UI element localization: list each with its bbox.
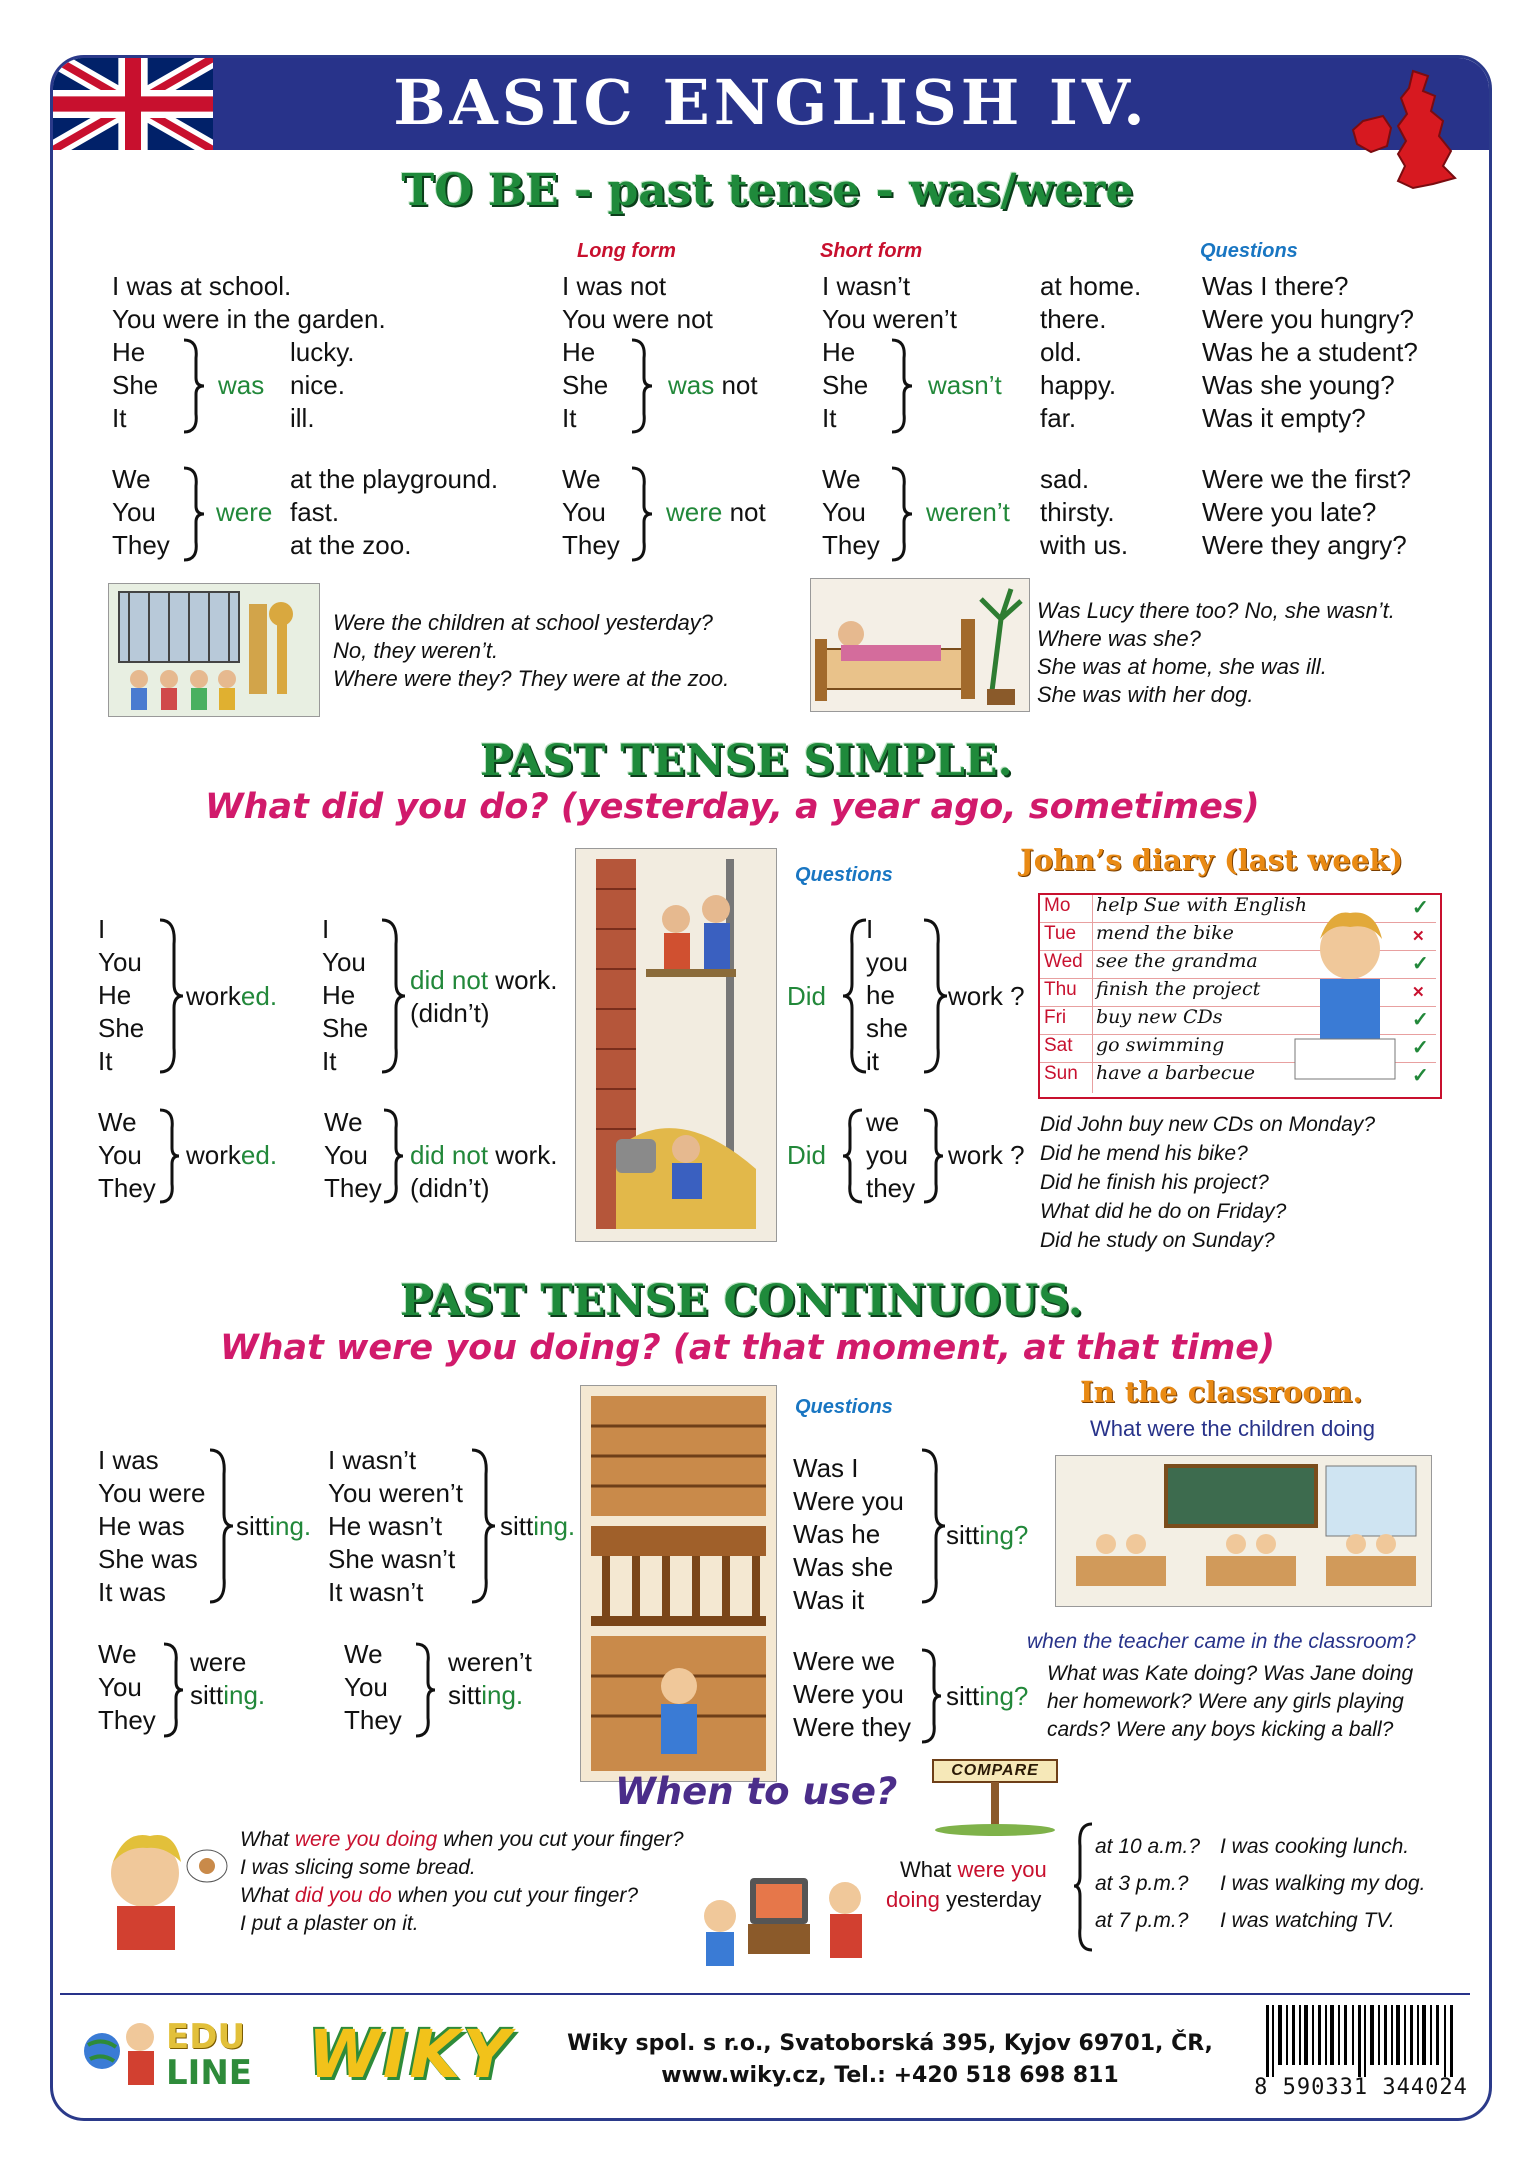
brace-icon — [918, 1448, 948, 1604]
eduline-logo-line: LINE — [166, 2053, 252, 2093]
tobe-short-pronouns: He She It — [822, 337, 869, 433]
brace-icon — [206, 1448, 236, 1604]
did-question-word: Did — [787, 981, 827, 1011]
diary-row: Sat go swimming ✓ — [1040, 1035, 1436, 1063]
sitting-question: sitting? — [946, 1520, 1029, 1550]
classroom-text: What was Kate doing? Was Jane doing her homework? Were any girls playing cards? Were any boys kicking a ball? — [1047, 1662, 1414, 1741]
classroom-illustration — [1055, 1455, 1432, 1607]
werent-sitting-text: sitting. — [448, 1680, 524, 1710]
lucy-story: Was Lucy there too? No, she wasn’t. Where was she? She was at home, she was ill. She was with her dog. — [1037, 598, 1395, 707]
worked-text: worked. — [186, 981, 278, 1011]
footer-divider — [60, 1993, 1470, 1995]
when-mid-2: doing yesterday — [886, 1887, 1042, 1912]
did-question-pronouns-plural: we you they — [866, 1107, 916, 1203]
brace-icon — [156, 1108, 182, 1204]
brace-icon — [180, 466, 208, 562]
when-line-2: I was slicing some bread. — [240, 1856, 476, 1879]
diary-row: Wed see the grandma ✓ — [1040, 951, 1436, 979]
title-bar — [53, 58, 1489, 150]
diary-title: John’s diary (last week) — [1020, 843, 1404, 877]
simple-neg-pronouns-plural: We You They — [324, 1107, 382, 1203]
tobe-questions: Was I there? Were you hungry? Was he a student? Was she young? Was it empty? — [1202, 271, 1418, 433]
didnt-text: (didn’t) — [410, 998, 490, 1028]
brace-icon — [380, 1108, 406, 1204]
tobe-long-pronouns-plural: We You They — [562, 464, 620, 560]
footer-address-1: Wiky spol. s r.o., Svatoborská 395, Kyjov 69701, ČR, — [567, 2031, 1213, 2056]
zoo-story: Were the children at school yesterday? No, they weren’t. Where were they? They were at the zoo. — [333, 610, 730, 691]
sitting-text-negative: sitting. — [500, 1511, 576, 1541]
diary-divider — [1092, 895, 1093, 1093]
when-heading: When to use? — [615, 1770, 898, 1813]
tobe-questions-plural: Were we the first? Were you late? Were they angry? — [1202, 464, 1412, 560]
brace-icon — [628, 466, 656, 562]
brace-icon — [160, 1642, 186, 1738]
didnt-text-plural: (didn’t) — [410, 1173, 490, 1203]
wasnt-verb: wasn’t — [928, 370, 1002, 400]
eduline-logo-edu: EDU — [166, 2017, 246, 2057]
did-question-word-plural: Did — [787, 1140, 827, 1170]
brace-left-icon — [840, 1108, 866, 1204]
did-not-work-text: did not work. — [410, 965, 558, 995]
eduline-boy-globe-illustration — [78, 2015, 168, 2095]
tobe-heading: TO BE - past tense - was/were — [401, 165, 1134, 216]
brace-icon — [378, 918, 408, 1074]
sitting-question-plural: sitting? — [946, 1681, 1029, 1711]
diary-row: Tue mend the bike ✕ — [1040, 923, 1436, 951]
questions-label-simple: Questions — [795, 864, 893, 886]
brace-icon — [468, 1448, 498, 1604]
tobe-adjectives: lucky. nice. ill. — [290, 337, 355, 433]
compare-label: COMPARE — [951, 1762, 1039, 1779]
simple-subheading: What did you do? (yesterday, a year ago, sometimes) — [205, 787, 1260, 827]
brace-icon — [920, 918, 950, 1074]
work-question: work ? — [948, 981, 1025, 1011]
when-line-1: What were you doing when you cut your finger? — [240, 1828, 684, 1851]
work-question-plural: work ? — [948, 1140, 1025, 1170]
classroom-title: In the classroom. — [1080, 1375, 1363, 1409]
continuous-neg-pronouns-plural: We You They — [344, 1639, 402, 1735]
wiky-logo: WIKY — [308, 2016, 513, 2093]
diary-row: Mo help Sue with English ✓ — [1040, 895, 1436, 923]
diary-questions: Did John buy new CDs on Monday? Did he mend his bike? Did he finish his project? What did he do on Friday? Did he study on Sunday? — [1040, 1113, 1376, 1252]
diary-row: Sun have a barbecue ✓ — [1044, 1062, 1429, 1087]
long-form-label: Long form — [577, 240, 676, 262]
builders-illustration — [575, 848, 777, 1242]
classroom-question-1: What were the children doing — [1090, 1416, 1375, 1441]
brace-icon — [888, 466, 916, 562]
werent-verb: weren’t — [926, 497, 1010, 527]
brace-left-icon — [1072, 1822, 1094, 1952]
simple-pronouns-plural: We You They — [98, 1107, 156, 1203]
brace-icon — [412, 1642, 438, 1738]
questions-label-tobe: Questions — [1200, 240, 1298, 262]
did-not-work-text-plural: did not work. — [410, 1140, 558, 1170]
were-aux: were — [190, 1647, 247, 1677]
worked-text-plural: worked. — [186, 1140, 278, 1170]
brace-icon — [920, 1108, 946, 1204]
brace-icon — [888, 338, 916, 434]
boy-writing-illustration — [1290, 899, 1400, 1089]
tobe-pronouns-singular: He She It — [112, 337, 159, 433]
did-question-pronouns: I you he she it — [866, 914, 908, 1076]
continuous-negative: I wasn’t You weren’t He wasn’t She wasn’t It wasn’t — [328, 1445, 463, 1607]
continuous-subheading: What were you doing? (at that moment, at that time) — [220, 1328, 1276, 1368]
werent-aux: weren’t — [448, 1647, 532, 1677]
continuous-questions-plural: Were we Were you Were they — [793, 1646, 912, 1742]
were-not-text: were not — [666, 497, 766, 527]
brace-icon — [628, 338, 656, 434]
tobe-long-pronouns: He She It — [562, 337, 609, 433]
bed-illustration — [810, 578, 1030, 712]
tobe-short-top: I wasn’t You weren’t — [822, 271, 957, 334]
classroom-question-2: when the teacher came in the classroom? — [1027, 1630, 1416, 1653]
tobe-short-pronouns-plural: We You They — [822, 464, 880, 560]
when-line-3: What did you do when you cut your finger? — [240, 1884, 639, 1907]
when-mid-1: What were you — [900, 1857, 1047, 1882]
when-answers: I was cooking lunch. I was walking my dog. I was watching TV. — [1220, 1835, 1426, 1932]
was-verb: was — [218, 370, 265, 400]
tobe-long-top: I was not You were not — [562, 271, 713, 334]
barcode-icon — [1262, 2005, 1462, 2077]
were-sitting-text: sitting. — [190, 1680, 266, 1710]
sitting-text: sitting. — [236, 1511, 312, 1541]
footer-address-2: www.wiky.cz, Tel.: +420 518 698 811 — [661, 2063, 1119, 2088]
boy-cut-finger-illustration — [95, 1818, 230, 1958]
tobe-pronouns-plural: We You They — [112, 464, 170, 560]
diary-row: Thu finish the project ✕ — [1040, 979, 1436, 1007]
simple-pronouns: I You He She It — [98, 914, 145, 1076]
was-not-text: was not — [668, 370, 758, 400]
brace-icon — [918, 1648, 944, 1744]
family-tv-illustration — [690, 1858, 890, 1968]
continuous-questions: Was I Were you Was he Was she Was it — [793, 1453, 904, 1615]
short-form-label: Short form — [820, 240, 923, 262]
simple-heading: PAST TENSE SIMPLE. — [480, 736, 1013, 786]
continuous-pronouns-plural: We You They — [98, 1639, 156, 1735]
questions-label-continuous: Questions — [795, 1396, 893, 1418]
tobe-complements-plural: sad. thirsty. with us. — [1040, 464, 1129, 560]
diary-table — [1038, 893, 1442, 1099]
when-line-4: I put a plaster on it. — [240, 1912, 419, 1935]
simple-neg-pronouns: I You He She It — [322, 914, 369, 1076]
tobe-places: at the playground. fast. at the zoo. — [290, 464, 499, 560]
continuous-affirmative: I was You were He was She was It was — [98, 1445, 206, 1607]
library-illustration — [580, 1385, 777, 1782]
brace-icon — [180, 338, 208, 434]
continuous-heading: PAST TENSE CONTINUOUS. — [400, 1276, 1083, 1326]
tobe-affirmative-top: I was at school. You were in the garden. — [112, 271, 386, 334]
brace-icon — [156, 918, 186, 1074]
diary-row: Fri buy new CDs ✓ — [1040, 1007, 1436, 1035]
zoo-illustration — [108, 583, 320, 717]
were-verb: were — [216, 497, 273, 527]
page-title: BASIC ENGLISH IV. — [393, 66, 1149, 139]
barcode-number: 8 590331 344024 — [1254, 2075, 1468, 2100]
when-times: at 10 a.m.? at 3 p.m.? at 7 p.m.? — [1095, 1835, 1201, 1932]
tobe-complements: at home. there. old. happy. far. — [1040, 271, 1142, 433]
